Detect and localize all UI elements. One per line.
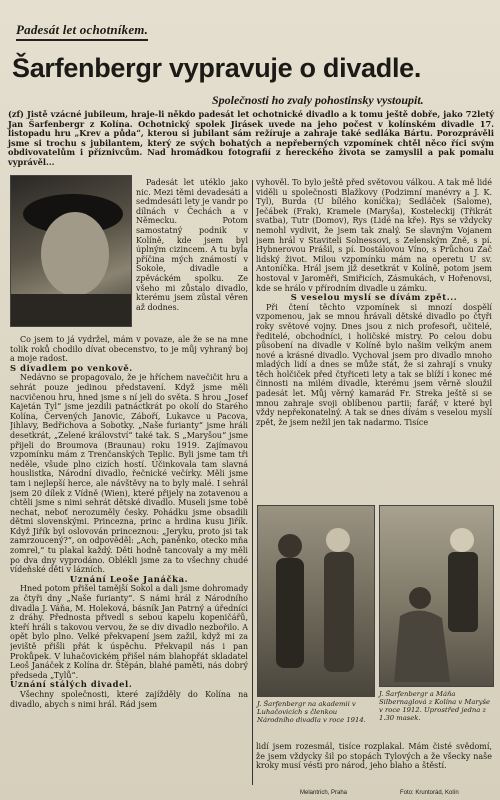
col1-intro: Co jsem to já vydržel, mám v povaze, ale že se na mne tolik roků chodilo dívat obecenstvo, to je můj vyhraný boj a moje radost. <box>10 335 248 364</box>
venkov-text: Nedávno se propagovalo, že je hříchem navečičit hru a sehrát pouze jedinou představení. Když jsme měli nacvičenou hru, hned jsme s ní jeli do světa. S hrou „Josef Kajetán Tyl“ jsme jezdili patnáctkrát po okolí do Starého Kolína, Červených Janovic, Záboří, Lukavce u Pacova, Jihlavy, Bedřichova a Sobotky. „Naše furianty“ jsme hráli desetkrát, „Zelené království“ také tak. S „Maryšou“ jsme přijeli do Broumova (Braunau) roku 1919. Zajímavou vzpomínku mám z Trenčanských Teplic. Byli jsme tam tři neděle, všude plno cizích hostí. Účinkovala tam slavná houslistka, Národní divadlo, řečnické večírky. Měli jsme tam i nejlepší herce, ale návštěvy na to byly malé. I sehrál jsem 20 dílek z Vídně (Wien), které přijely na zotavenou a chtěli jsme s nimi sehrát dětské divadlo. Museli jsme tobě nechat, neboť nerozuměly česky. Pohádku jsme obsadili dětmi slovenskými. Princezna, princ a hrdina kusu Jiřík. Když Jiřík byl oslovován princeznou: „Jeryku, proto jsi tak zamrzoucený?“, on odpověděl: „Ach, paněnko, otecko mňa zomrel,“ tu plakal každý. Děti hodně tancovaly a my měli po dva dny vyprodáno. Oblékli jsme za to všechny chudé vídeňské děti v lázních. <box>10 373 248 575</box>
column-2 <box>256 178 492 496</box>
veselou-text: Při čtení těchto vzpomínek si mnozí dospělí vzpomenou, jak se mnou hrávali dětské divadlo po čtyři roky světové vojny. Dnes jsou z nich profesoři, učitelé, ředitelé, obchodníci, i holičské mistry. Po celou dobu působení na divadle v Kolíně bylo našim velkým anem nové a krásné divadlo. Vychoval jsem pro divadlo mnoho mladých lidí a dnes se může stát, že si zahrají s vnuky těch holčiček před čtyřiceti lety a tak se blíží i konec mé činnosti na milém divadle, kterému jsem věrně sloužil padesát let. Můj věrný kamarád Fr. Streka ještě si se mnou zahraje svoji oblíbenou partii; farář, v které byl vždy nepřekonatelný. A tak se dnes dívám s veselou myslí zpět, že jsem nežil jen tak nadarmo. Tisíce <box>256 302 492 427</box>
column-divider <box>252 180 253 785</box>
caption-left: J. Šarfenbergr na akademii v Luhačovicích s členkou Národního divadla v roce 1914. <box>257 700 366 724</box>
heading-veselou: S veselou myslí se dívám zpět... <box>290 292 458 303</box>
col1-top-text: Padesát let utéklo jako nic. Mezi těmi devadesáti a sedmdesáti lety je vandr po dílnách v Čechách a v Německu. Potom samostatný podnik v Kolíně, kde jsem byl úplným cizincem. A tu byla příčina mých známostí v Sokole, divadle a zpěváckém spolku. Ze všeho mi zůstalo divadlo, kterému jsem zůstal věren až dodnes. <box>136 178 248 312</box>
portrait-photo <box>10 175 132 327</box>
column-1 <box>10 335 248 787</box>
kicker: Padesát let ochotníkem. <box>16 22 148 41</box>
akademie-illustration <box>258 506 374 696</box>
lead-paragraph: (zf) Jistě vzácné jubileum, hraje-li někdo padesát let ochotnické divadlo a k tomu ještě dobře, jako 72letý Jan Šarfenbergr z Kolína. Ochotnický spolek Jirásek uvede na jeho počest v kolínském divadle 17. listopadu hru „Krev a půda“, kterou si jubilant sám režíruje a zahraje také sedláka Bártu. Porozprávěli jsme si trochu s jubilantem, který ze svých bohatých a nepřeberných vzpomínek chtěl něco říci svým obdivovatelům i příznivcům. Nad hromádkou fotografií z hereckého života se zamyslil a pak pomalu vyprávěl... <box>8 109 494 167</box>
column-1-top <box>136 178 248 334</box>
footer-photo-credit: Foto: Kruntorád, Kolín <box>400 790 459 796</box>
col2-text: vyhověl. To bylo ještě před světovou válkou. A tak mě lidé viděli u společnosti Blažkovy (Podzimní manévry a J. K. Tyl), Burda (U bílého koníčka); Sedláček (Salome), Ječábek (Frak), Kramele (Maryša), Kosteleckij (Třikrát svatba), Tutr (Domov), Rys (Lidé na kře). Rys se vždycky nemohl vydivit, že jsem tak znalý. Se slavným Vojanem jsem hrál v Staviteli Solnessovi, s Zelenským Zně, s pí. Hybnerovou Prášil, s pí. Dostálovou Víno, s Průchou Zač lidský život. Milou vzpomínku mám na operetu U sv. Antoníčka. Hrál jsem již desetkrát v Kolíně, potom jsem hostoval v Jaroměři, Smiřicích, Zásmukách, v Hořenovsi, kde se hrálo v přírodním divadle u zámku. <box>256 178 492 293</box>
portrait-illustration <box>11 176 131 326</box>
heading-stalych: Uznání stálých divadel. <box>10 679 133 690</box>
heading-janacek: Uznání Leoše Janáčka. <box>69 573 189 584</box>
column-2-bottom <box>256 742 492 786</box>
subhead: Společnosti ho zvaly pohostinsky vystoupit. <box>212 93 424 107</box>
heading-venkov: S divadlem po venkově. <box>10 362 133 373</box>
photo-marysa <box>379 505 494 687</box>
footer-printer: Melantrich, Praha <box>300 790 348 796</box>
photo-akademie <box>257 505 375 697</box>
col2-bottom-text: lidí jsem rozesmál, tisíce rozplakal. Mám čisté svědomí, že jsem vždycky šil po stopách Tylových a že všecky naše kroky musí vésti pro národ, jeho blaho a štěstí. <box>256 742 492 771</box>
caption-right: J. Šarfenbergr a Máňa Silbernaglová z Kolína v Maryše v roce 1912. Uprostřed jedna z 1.30 masek. <box>379 690 491 722</box>
marysa-illustration <box>380 506 493 686</box>
headline: Šarfenbergr vypravuje o divadle. <box>12 53 422 83</box>
stalych-text: Všechny společnosti, které zajížděly do Kolína na divadlo, abych s nimi hrál. Rád jsem <box>10 689 248 709</box>
janacek-text: Hned potom přišel tamější Sokol a dali jsme dohromady za čtyři dny „Naše furianty“. S námi hrál z Národního divadla J. Váňa, M. Holeková, básník Jan Patrný a úředníci z dráhy. Přednosta přivedl s sebou kapelu kopeničářů, kteří hráli s takovou vervou, že se div divadlo nezbořilo. A opět bylo plno. Velké překvapení jsem zažil, když mi za jeviště přišli přát k úspěchu. Překvapil nás i pan Prokůpek. V luhačovickém přišel nám blahopřát skladatel Leoš Janáček z Kolína dr. Štěpán, blahé paměti, nás dobrý předseda „Tylů“. <box>10 584 248 680</box>
